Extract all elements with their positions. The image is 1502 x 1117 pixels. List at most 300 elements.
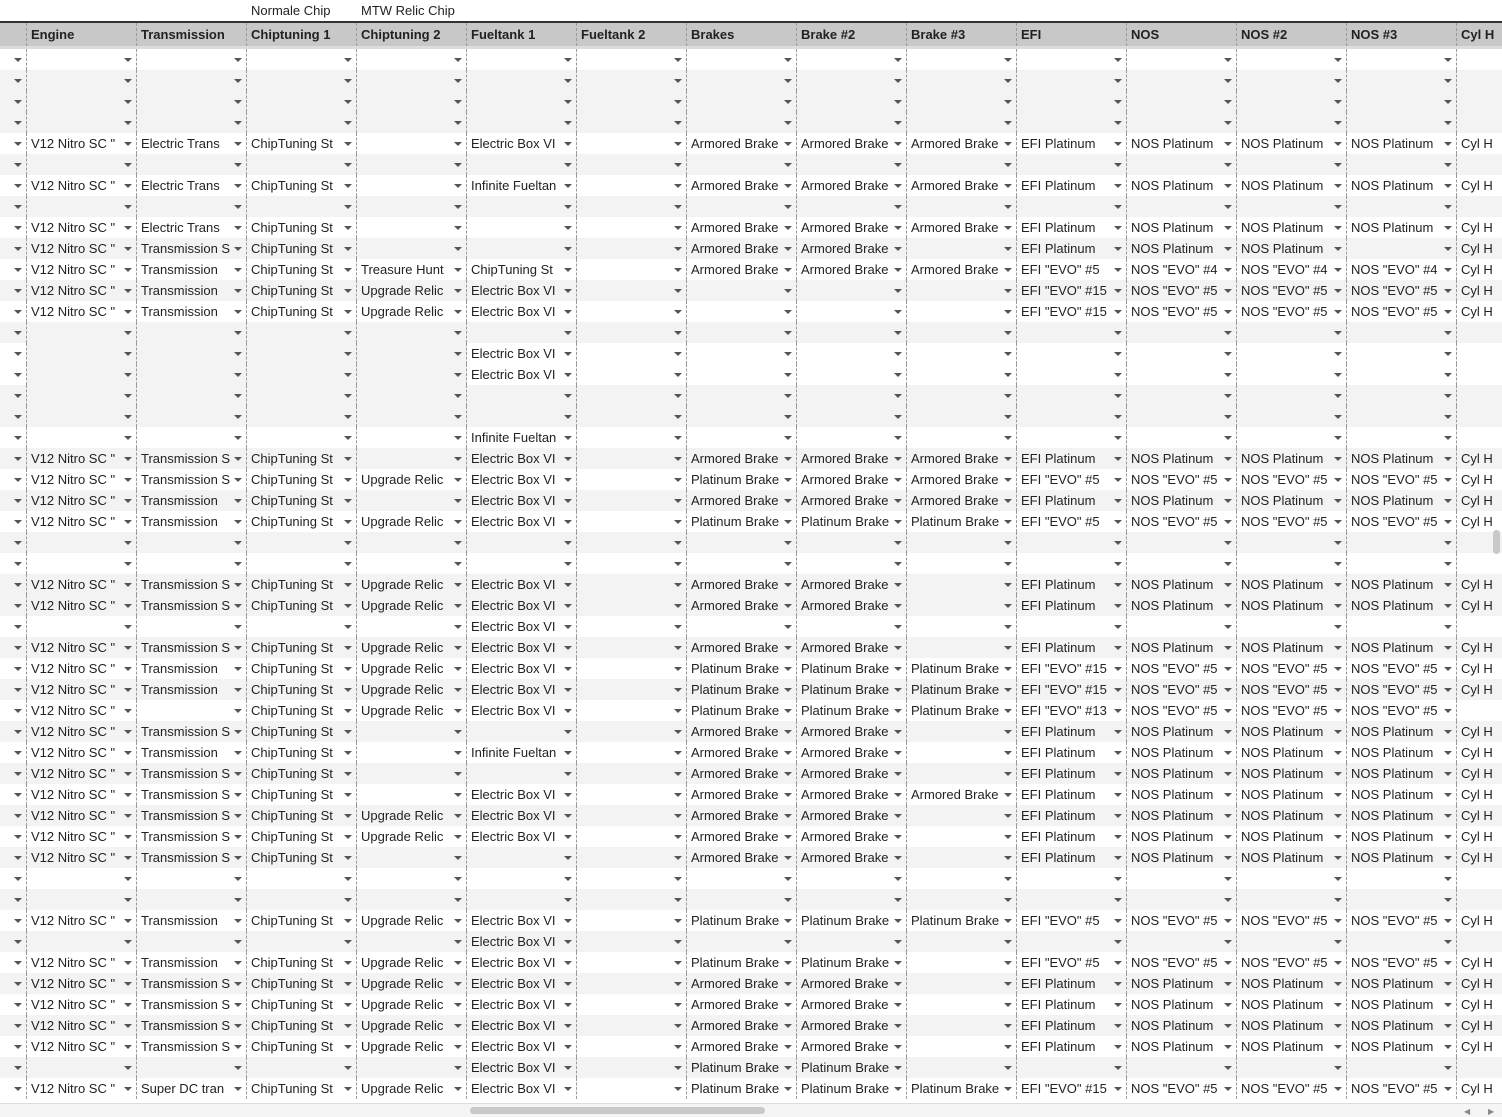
chevron-down-icon[interactable] [1334,142,1342,146]
chevron-down-icon[interactable] [1114,1003,1122,1007]
dropdown-cell[interactable] [1017,154,1127,175]
dropdown-cell[interactable] [27,238,137,259]
dropdown-cell[interactable] [1347,826,1457,847]
dropdown-cell[interactable] [907,805,1017,826]
dropdown-cell[interactable] [1347,805,1457,826]
chevron-down-icon[interactable] [454,604,462,608]
chevron-down-icon[interactable] [124,289,132,293]
chevron-down-icon[interactable] [1444,79,1452,83]
chevron-down-icon[interactable] [344,856,352,860]
dropdown-cell[interactable] [687,679,797,700]
dropdown-cell[interactable] [467,742,577,763]
dropdown-cell[interactable] [467,49,577,70]
dropdown-cell[interactable] [357,427,467,448]
dropdown-cell[interactable] [1017,553,1127,574]
horizontal-scrollbar-thumb[interactable] [470,1107,765,1114]
dropdown-cell[interactable] [467,154,577,175]
chevron-down-icon[interactable] [674,793,682,797]
dropdown-cell[interactable] [1347,553,1457,574]
chevron-down-icon[interactable] [1004,898,1012,902]
dropdown-cell[interactable] [687,805,797,826]
dropdown-cell[interactable] [357,532,467,553]
chevron-down-icon[interactable] [14,751,22,755]
dropdown-cell[interactable] [1017,994,1127,1015]
chevron-down-icon[interactable] [564,961,572,965]
chevron-down-icon[interactable] [124,457,132,461]
chevron-down-icon[interactable] [1334,373,1342,377]
chevron-down-icon[interactable] [1004,982,1012,986]
dropdown-cell[interactable] [27,364,137,385]
dropdown-cell[interactable] [357,364,467,385]
chevron-down-icon[interactable] [564,268,572,272]
chevron-down-icon[interactable] [564,1045,572,1049]
dropdown-cell[interactable] [1127,238,1237,259]
dropdown-cell[interactable] [27,175,137,196]
chevron-down-icon[interactable] [234,688,242,692]
dropdown-cell[interactable] [1127,532,1237,553]
dropdown-cell[interactable] [137,469,247,490]
dropdown-cell[interactable] [577,49,687,70]
chevron-down-icon[interactable] [1004,604,1012,608]
chevron-down-icon[interactable] [124,268,132,272]
dropdown-cell[interactable] [1127,721,1237,742]
chevron-down-icon[interactable] [1004,373,1012,377]
dropdown-cell[interactable] [27,721,137,742]
chevron-down-icon[interactable] [564,499,572,503]
dropdown-cell[interactable] [687,511,797,532]
dropdown-cell[interactable] [1347,406,1457,427]
dropdown-cell[interactable] [1017,385,1127,406]
chevron-down-icon[interactable] [1114,772,1122,776]
chevron-down-icon[interactable] [784,919,792,923]
chevron-down-icon[interactable] [1334,562,1342,566]
dropdown-cell[interactable] [1017,1015,1127,1036]
dropdown-cell[interactable] [137,952,247,973]
chevron-down-icon[interactable] [1004,688,1012,692]
dropdown-cell[interactable] [577,679,687,700]
chevron-down-icon[interactable] [1444,541,1452,545]
dropdown-cell[interactable] [0,868,27,889]
chevron-down-icon[interactable] [1444,352,1452,356]
dropdown-cell[interactable] [357,1036,467,1057]
chevron-down-icon[interactable] [234,163,242,167]
chevron-down-icon[interactable] [234,583,242,587]
dropdown-cell[interactable] [467,196,577,217]
chevron-down-icon[interactable] [14,1087,22,1091]
dropdown-cell[interactable] [907,763,1017,784]
chevron-down-icon[interactable] [1114,793,1122,797]
chevron-down-icon[interactable] [14,352,22,356]
dropdown-cell[interactable] [1017,973,1127,994]
dropdown-cell[interactable] [687,112,797,133]
chevron-down-icon[interactable] [564,352,572,356]
dropdown-cell[interactable] [1347,679,1457,700]
dropdown-cell[interactable] [687,553,797,574]
dropdown-cell[interactable] [1127,364,1237,385]
dropdown-cell[interactable] [1347,238,1457,259]
chevron-down-icon[interactable] [894,625,902,629]
chevron-down-icon[interactable] [1114,520,1122,524]
dropdown-cell[interactable] [1347,532,1457,553]
dropdown-cell[interactable] [577,364,687,385]
dropdown-cell[interactable] [1237,112,1347,133]
chevron-down-icon[interactable] [14,184,22,188]
chevron-down-icon[interactable] [1444,121,1452,125]
chevron-down-icon[interactable] [1444,709,1452,713]
dropdown-cell[interactable] [1237,427,1347,448]
dropdown-cell[interactable] [577,301,687,322]
chevron-down-icon[interactable] [454,436,462,440]
chevron-down-icon[interactable] [454,730,462,734]
chevron-down-icon[interactable] [344,982,352,986]
chevron-down-icon[interactable] [674,373,682,377]
chevron-down-icon[interactable] [894,478,902,482]
chevron-down-icon[interactable] [124,1045,132,1049]
chevron-down-icon[interactable] [454,751,462,755]
chevron-down-icon[interactable] [784,646,792,650]
dropdown-cell[interactable] [577,763,687,784]
dropdown-cell[interactable] [27,784,137,805]
chevron-down-icon[interactable] [14,835,22,839]
chevron-down-icon[interactable] [234,205,242,209]
dropdown-cell[interactable] [137,385,247,406]
dropdown-cell[interactable] [27,826,137,847]
chevron-down-icon[interactable] [14,79,22,83]
dropdown-cell[interactable] [357,784,467,805]
dropdown-cell[interactable] [1017,469,1127,490]
chevron-down-icon[interactable] [1224,457,1232,461]
dropdown-cell[interactable] [907,931,1017,952]
chevron-down-icon[interactable] [124,940,132,944]
chevron-down-icon[interactable] [784,793,792,797]
dropdown-cell[interactable] [1457,553,1502,574]
chevron-down-icon[interactable] [564,814,572,818]
dropdown-cell[interactable] [137,406,247,427]
chevron-down-icon[interactable] [124,205,132,209]
chevron-down-icon[interactable] [784,289,792,293]
chevron-down-icon[interactable] [454,562,462,566]
dropdown-cell[interactable] [137,868,247,889]
dropdown-cell[interactable] [907,427,1017,448]
chevron-down-icon[interactable] [894,772,902,776]
chevron-down-icon[interactable] [234,331,242,335]
chevron-down-icon[interactable] [1334,541,1342,545]
chevron-down-icon[interactable] [14,688,22,692]
chevron-down-icon[interactable] [894,604,902,608]
chevron-down-icon[interactable] [1224,1003,1232,1007]
dropdown-cell[interactable] [27,280,137,301]
chevron-down-icon[interactable] [454,898,462,902]
chevron-down-icon[interactable] [234,793,242,797]
chevron-down-icon[interactable] [894,58,902,62]
chevron-down-icon[interactable] [454,688,462,692]
dropdown-cell[interactable] [1017,847,1127,868]
dropdown-cell[interactable] [0,385,27,406]
dropdown-cell[interactable] [0,406,27,427]
chevron-down-icon[interactable] [14,436,22,440]
dropdown-cell[interactable] [467,700,577,721]
dropdown-cell[interactable] [907,133,1017,154]
chevron-down-icon[interactable] [124,478,132,482]
chevron-down-icon[interactable] [344,121,352,125]
chevron-down-icon[interactable] [894,898,902,902]
dropdown-cell[interactable] [0,742,27,763]
chevron-down-icon[interactable] [234,541,242,545]
chevron-down-icon[interactable] [124,436,132,440]
chevron-down-icon[interactable] [1224,205,1232,209]
chevron-down-icon[interactable] [14,961,22,965]
dropdown-cell[interactable] [1127,301,1237,322]
dropdown-cell[interactable] [687,469,797,490]
chevron-down-icon[interactable] [1224,289,1232,293]
chevron-down-icon[interactable] [1444,856,1452,860]
dropdown-cell[interactable] [907,154,1017,175]
chevron-down-icon[interactable] [1334,688,1342,692]
dropdown-cell[interactable] [797,847,907,868]
dropdown-cell[interactable] [797,700,907,721]
dropdown-cell[interactable] [907,280,1017,301]
chevron-down-icon[interactable] [1224,730,1232,734]
dropdown-cell[interactable] [247,469,357,490]
dropdown-cell[interactable] [687,826,797,847]
chevron-down-icon[interactable] [124,373,132,377]
dropdown-cell[interactable] [467,343,577,364]
chevron-down-icon[interactable] [674,478,682,482]
chevron-down-icon[interactable] [784,415,792,419]
dropdown-cell[interactable] [577,259,687,280]
chevron-down-icon[interactable] [1334,1003,1342,1007]
dropdown-cell[interactable] [907,532,1017,553]
column-header[interactable]: Chiptuning 2 [357,23,467,46]
chevron-down-icon[interactable] [1114,205,1122,209]
dropdown-cell[interactable] [907,679,1017,700]
chevron-down-icon[interactable] [14,541,22,545]
chevron-down-icon[interactable] [1114,457,1122,461]
chevron-down-icon[interactable] [454,940,462,944]
chevron-down-icon[interactable] [1444,373,1452,377]
chevron-down-icon[interactable] [454,100,462,104]
dropdown-cell[interactable] [357,196,467,217]
dropdown-cell[interactable] [357,826,467,847]
column-header[interactable] [0,23,27,46]
dropdown-cell[interactable] [1127,511,1237,532]
dropdown-cell[interactable] [1017,364,1127,385]
dropdown-cell[interactable] [577,448,687,469]
dropdown-cell[interactable] [247,49,357,70]
dropdown-cell[interactable] [1457,1078,1502,1099]
chevron-down-icon[interactable] [124,562,132,566]
dropdown-cell[interactable] [0,805,27,826]
dropdown-cell[interactable] [577,217,687,238]
chevron-down-icon[interactable] [1004,856,1012,860]
dropdown-cell[interactable] [797,637,907,658]
dropdown-cell[interactable] [467,175,577,196]
dropdown-cell[interactable] [687,322,797,343]
dropdown-cell[interactable] [1017,910,1127,931]
dropdown-cell[interactable] [0,112,27,133]
chevron-down-icon[interactable] [1004,625,1012,629]
dropdown-cell[interactable] [687,196,797,217]
dropdown-cell[interactable] [27,1078,137,1099]
dropdown-cell[interactable] [797,742,907,763]
chevron-down-icon[interactable] [1334,919,1342,923]
chevron-down-icon[interactable] [1004,121,1012,125]
chevron-down-icon[interactable] [894,709,902,713]
dropdown-cell[interactable] [577,154,687,175]
dropdown-cell[interactable] [27,910,137,931]
dropdown-cell[interactable] [467,763,577,784]
dropdown-cell[interactable] [247,175,357,196]
chevron-down-icon[interactable] [674,58,682,62]
dropdown-cell[interactable] [357,49,467,70]
chevron-down-icon[interactable] [124,415,132,419]
chevron-down-icon[interactable] [344,1003,352,1007]
chevron-down-icon[interactable] [674,394,682,398]
dropdown-cell[interactable] [467,448,577,469]
chevron-down-icon[interactable] [14,625,22,629]
chevron-down-icon[interactable] [454,772,462,776]
dropdown-cell[interactable] [467,721,577,742]
chevron-down-icon[interactable] [894,667,902,671]
dropdown-cell[interactable] [247,658,357,679]
chevron-down-icon[interactable] [894,394,902,398]
chevron-down-icon[interactable] [344,226,352,230]
chevron-down-icon[interactable] [344,541,352,545]
dropdown-cell[interactable] [0,889,27,910]
chevron-down-icon[interactable] [344,394,352,398]
dropdown-cell[interactable] [247,511,357,532]
dropdown-cell[interactable] [797,49,907,70]
dropdown-cell[interactable] [137,154,247,175]
chevron-down-icon[interactable] [894,205,902,209]
dropdown-cell[interactable] [137,511,247,532]
dropdown-cell[interactable] [1347,280,1457,301]
dropdown-cell[interactable] [467,1057,577,1078]
dropdown-cell[interactable] [687,574,797,595]
dropdown-cell[interactable] [27,973,137,994]
dropdown-cell[interactable] [467,616,577,637]
dropdown-cell[interactable] [1237,847,1347,868]
dropdown-cell[interactable] [797,1036,907,1057]
chevron-down-icon[interactable] [784,877,792,881]
chevron-down-icon[interactable] [454,478,462,482]
dropdown-cell[interactable] [247,301,357,322]
dropdown-cell[interactable] [247,889,357,910]
chevron-down-icon[interactable] [784,1024,792,1028]
dropdown-cell[interactable] [907,784,1017,805]
dropdown-cell[interactable] [797,973,907,994]
chevron-down-icon[interactable] [674,646,682,650]
chevron-down-icon[interactable] [564,877,572,881]
dropdown-cell[interactable] [577,637,687,658]
chevron-down-icon[interactable] [124,1066,132,1070]
chevron-down-icon[interactable] [454,184,462,188]
chevron-down-icon[interactable] [1334,814,1342,818]
dropdown-cell[interactable] [577,973,687,994]
dropdown-cell[interactable] [1237,1057,1347,1078]
chevron-down-icon[interactable] [344,520,352,524]
dropdown-cell[interactable] [1347,490,1457,511]
chevron-down-icon[interactable] [234,667,242,671]
chevron-down-icon[interactable] [1114,100,1122,104]
chevron-down-icon[interactable] [234,289,242,293]
dropdown-cell[interactable] [247,322,357,343]
chevron-down-icon[interactable] [894,184,902,188]
dropdown-cell[interactable] [0,301,27,322]
chevron-down-icon[interactable] [344,835,352,839]
dropdown-cell[interactable] [1347,133,1457,154]
dropdown-cell[interactable] [797,133,907,154]
dropdown-cell[interactable] [687,784,797,805]
chevron-down-icon[interactable] [1334,247,1342,251]
dropdown-cell[interactable] [0,532,27,553]
dropdown-cell[interactable] [1017,448,1127,469]
dropdown-cell[interactable] [1347,763,1457,784]
chevron-down-icon[interactable] [344,814,352,818]
chevron-down-icon[interactable] [234,856,242,860]
chevron-down-icon[interactable] [14,226,22,230]
chevron-down-icon[interactable] [344,940,352,944]
dropdown-cell[interactable] [1017,196,1127,217]
chevron-down-icon[interactable] [1224,1024,1232,1028]
spreadsheet-grid[interactable] [0,21,1502,1105]
dropdown-cell[interactable] [1347,889,1457,910]
dropdown-cell[interactable] [467,910,577,931]
dropdown-cell[interactable] [137,91,247,112]
chevron-down-icon[interactable] [234,898,242,902]
dropdown-cell[interactable] [247,448,357,469]
chevron-down-icon[interactable] [1224,436,1232,440]
dropdown-cell[interactable] [1127,910,1237,931]
dropdown-cell[interactable] [1237,385,1347,406]
dropdown-cell[interactable] [577,469,687,490]
dropdown-cell[interactable] [1127,49,1237,70]
dropdown-cell[interactable] [577,994,687,1015]
dropdown-cell[interactable] [687,427,797,448]
chevron-down-icon[interactable] [124,331,132,335]
chevron-down-icon[interactable] [674,163,682,167]
dropdown-cell[interactable] [577,1057,687,1078]
dropdown-cell[interactable] [247,763,357,784]
chevron-down-icon[interactable] [784,163,792,167]
chevron-down-icon[interactable] [894,100,902,104]
dropdown-cell[interactable] [247,721,357,742]
chevron-down-icon[interactable] [1004,499,1012,503]
dropdown-cell[interactable] [1457,616,1502,637]
chevron-down-icon[interactable] [234,919,242,923]
dropdown-cell[interactable] [27,868,137,889]
chevron-down-icon[interactable] [564,415,572,419]
chevron-down-icon[interactable] [1334,877,1342,881]
chevron-down-icon[interactable] [1004,268,1012,272]
chevron-down-icon[interactable] [14,940,22,944]
chevron-down-icon[interactable] [234,373,242,377]
dropdown-cell[interactable] [1017,931,1127,952]
dropdown-cell[interactable] [1237,742,1347,763]
chevron-down-icon[interactable] [1114,856,1122,860]
chevron-down-icon[interactable] [454,310,462,314]
chevron-down-icon[interactable] [1444,226,1452,230]
chevron-down-icon[interactable] [674,814,682,818]
dropdown-cell[interactable] [687,1036,797,1057]
dropdown-cell[interactable] [27,448,137,469]
chevron-down-icon[interactable] [674,751,682,755]
chevron-down-icon[interactable] [784,58,792,62]
dropdown-cell[interactable] [467,1078,577,1099]
dropdown-cell[interactable] [1017,343,1127,364]
chevron-down-icon[interactable] [1224,562,1232,566]
dropdown-cell[interactable] [137,931,247,952]
